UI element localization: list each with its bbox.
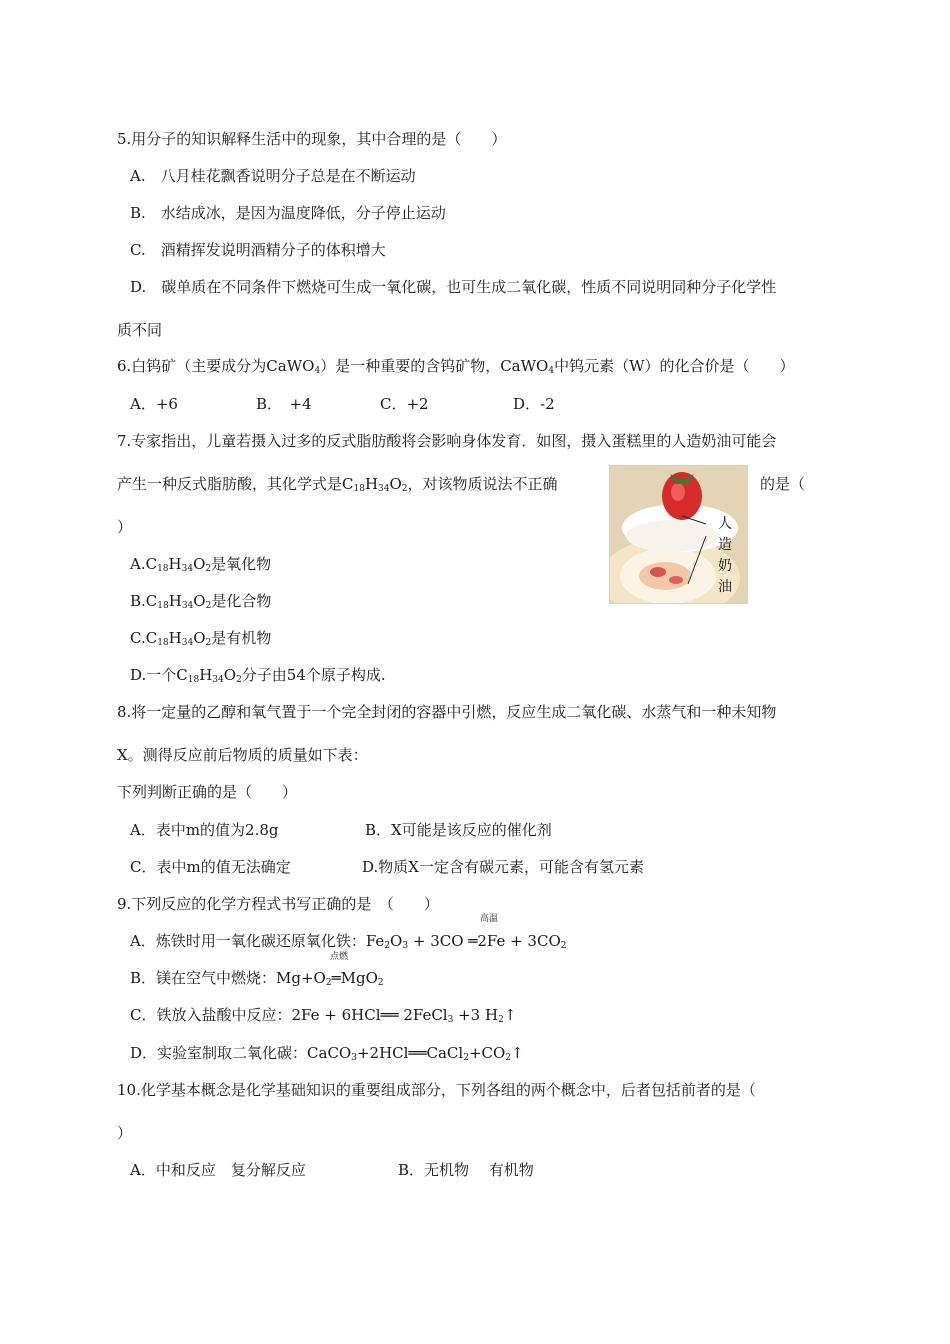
q9-option-d: D．实验室制取二氧化碳：$CaCO_3+2HCl══CaCl_2+CO_2↑$ (130, 1044, 524, 1063)
q8-options-row1 (130, 820, 552, 840)
gas-arrow-icon: ↑ (503, 1006, 517, 1024)
q10-option-b: B．无机物 有机物 (398, 1161, 534, 1179)
q7-stem-line3: ） (117, 518, 133, 536)
q7-option-b: $B.C_{18}H_{34}O_2$是化合物 (130, 592, 272, 611)
q6-options (130, 394, 555, 414)
cake-photo (609, 465, 748, 604)
q9-option-c: C．铁放入盐酸中反应：2Fe + 6HCl══ 2FeCl$_3$ +3 $H_2↑$ (130, 1006, 517, 1025)
q8-stem-line2: X。测得反应前后物质的质量如下表： (117, 746, 368, 764)
q9-condition-high-temperature: 高温 (480, 914, 499, 924)
q10-stem-line1: 10.化学基本概念是化学基础知识的重要组成部分，下列各组的两个概念中，后者包括前者的是（ (117, 1081, 756, 1099)
q5-option-a: A. 八月桂花飘香说明分子总是在不断运动 (130, 167, 416, 185)
q5-option-d-continuation: 质不同 (117, 321, 163, 339)
q8-option-a: A．表中m的值为2.8g (130, 821, 279, 839)
q5-option-c: C. 酒精挥发说明酒精分子的体积增大 (130, 241, 386, 259)
gas-arrow-icon: ↑ (511, 1044, 524, 1062)
q6-option-d: D．-2 (513, 395, 555, 413)
q5-option-b: B. 水结成冰，是因为温度降低，分子停止运动 (130, 204, 446, 222)
q8-options-row2 (130, 857, 644, 877)
q9-condition-ignite: 点燃 (330, 952, 349, 962)
q7-option-a: $A.C_{18}H_{34}O_2$是氧化物 (130, 555, 272, 574)
q5-option-d: D. 碳单质在不同条件下燃烧可生成一氧化碳，也可生成二氧化碳，性质不同说明同种分子化学性 (130, 278, 777, 296)
q5-stem: 5.用分子的知识解释生活中的现象，其中合理的是（ ） (117, 130, 507, 148)
q9-stem: 9.下列反应的化学方程式书写正确的是 （ ） (117, 895, 439, 913)
q10-option-a: A．中和反应 复分解反应 (130, 1161, 306, 1179)
q8-option-c: C．表中m的值无法确定 (130, 858, 291, 876)
q7-stem-line2: 产生一种反式脂肪酸，其化学式是$C_{18}H_{34}O_2$，对该物质说法不正确 (117, 475, 558, 494)
q8-stem-line3: 下列判断正确的是（ ） (117, 783, 298, 801)
q6-option-b: B． +4 (256, 395, 312, 413)
q8-option-b: B．X可能是该反应的催化剂 (365, 821, 552, 839)
q7-stem-line2-tail: 的是（ (760, 475, 806, 493)
q7-option-d: D.一个$C_{18}H_{34}O_2$分子由54个原子构成. (130, 666, 386, 685)
q8-option-d: D.物质X一定含有碳元素，可能含有氢元素 (362, 858, 644, 876)
q10-stem-line2: ） (117, 1124, 133, 1142)
q6-stem: 6.白钨矿（主要成分为CaWO$_4$）是一种重要的含钨矿物，CaWO$_4$中钨元素（W）的化合价是（ ） (117, 357, 795, 376)
q7-option-c: $C.C_{18}H_{34}O_2$是有机物 (130, 629, 272, 648)
q9-option-b: B．镁在空气中燃烧：$Mg+O_2═MgO_2$ (130, 969, 384, 988)
q10-options (130, 1160, 534, 1180)
q6-option-c: C．+2 (380, 395, 429, 413)
image-label-artificial-cream: 人 造 奶 油 (718, 516, 732, 595)
q9-option-a: A．炼铁时用一氧化碳还原氧化铁：$Fe_2O_3 + 3CO$ ═2Fe + $3CO_2$ (130, 932, 567, 951)
q6-option-a: A．+6 (130, 395, 178, 413)
q7-stem-line1: 7.专家指出，儿童若摄入过多的反式脂肪酸将会影响身体发育．如图，摄入蛋糕里的人造奶油可能会 (117, 432, 777, 450)
q8-stem-line1: 8.将一定量的乙醇和氧气置于一个完全封闭的容器中引燃，反应生成二氧化碳、水蒸气和一种未知物 (117, 703, 777, 721)
